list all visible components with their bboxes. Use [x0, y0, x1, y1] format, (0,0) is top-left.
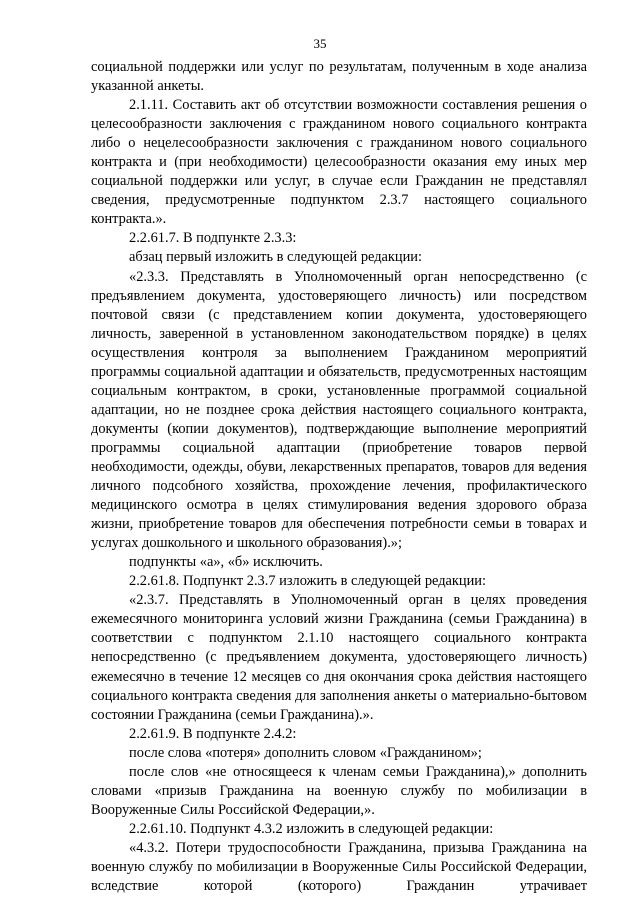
paragraph: после слов «не относящееся к членам семьи Гражданина),» дополнить словами «призыв Гражданина на военную службу по мобилизации в Вооруженные Силы Российской Федерации,».: [91, 763, 587, 818]
document-body: [91, 58, 587, 896]
paragraph: после слова «потеря» дополнить словом «Гражданином»;: [129, 744, 482, 761]
paragraph: социальной поддержки или услуг по результатам, полученным в ходе анализа указанной анкеты.: [91, 59, 587, 95]
paragraph: 2.2.61.8. Подпункт 2.3.7 изложить в следующей редакции:: [129, 573, 487, 590]
paragraph: абзац первый изложить в следующей редакции:: [129, 249, 423, 266]
paragraph: «2.3.7. Представлять в Уполномоченный орган в целях проведения ежемесячного мониторинга условий жизни Гражданина (семьи Гражданина) в соответствии с подпунктом 2.1.10 настоящего социального контракта непосредственно (с предъявлением документа, удостоверяющего личность) ежемесячно в течение 12 месяцев со дня окончания срока действия настоящего социального контракта сведения для заполнения анкеты о материально-бытовом состоянии Гражданина (семьи Гражданина).».: [91, 592, 587, 723]
paragraph: 2.2.61.10. Подпункт 4.3.2 изложить в следующей редакции:: [129, 820, 494, 837]
paragraph: «2.3.3. Представлять в Уполномоченный орган непосредственно (с предъявлением документа, удостоверяющего личность) или посредством почтовой связи (с представлением копии документа, удостоверяющего личность, заверенной в установленном законодательством порядке) в целях осуществления контроля за выполнением Гражданином мероприятий программы социальной адаптации и обязательств, предусмотренных настоящим социальным контрактом, в сроки, установленные программой социальной адаптации, но не позднее срока действия настоящего социального контракта, документы (копии документов), подтверждающие выполнение мероприятий программы социальной адаптации (приобретение товаров первой необходимости, одежды, обуви, лекарственных препаратов, товаров для ведения личного подсобного хозяйства, прохождение лечения, профилактического медицинского осмотра в целях стимулирования ведения здорового образа жизни, приобретение товаров для обеспечения потребности семьи в товарах и услугах дошкольного и школьного образования).»;: [91, 268, 587, 552]
paragraph: 2.2.61.7. В подпункте 2.3.3:: [129, 230, 297, 247]
paragraph: 2.2.61.9. В подпункте 2.4.2:: [129, 725, 297, 742]
page-number: 35: [313, 36, 327, 51]
paragraph: подпункты «а», «б» исключить.: [129, 554, 323, 571]
paragraph: 2.1.11. Составить акт об отсутствии возможности составления решения о целесообразности заключения с гражданином нового социального контракта либо о нецелесообразности заключения с гражданином нового социального контракта и (при необходимости) целесообразности оказания ему иных мер социальной поддержки или услуг, в случае если Гражданин не представлял сведения, предусмотренные подпунктом 2.3.7 настоящего социального контракта.».: [91, 97, 587, 228]
paragraph: «4.3.2. Потери трудоспособности Гражданина, призыва Гражданина на военную службу по мобилизации в Вооруженные Силы Российской Федерации, вследствие которой (которого) Гражданин утрачивает: [91, 839, 587, 895]
